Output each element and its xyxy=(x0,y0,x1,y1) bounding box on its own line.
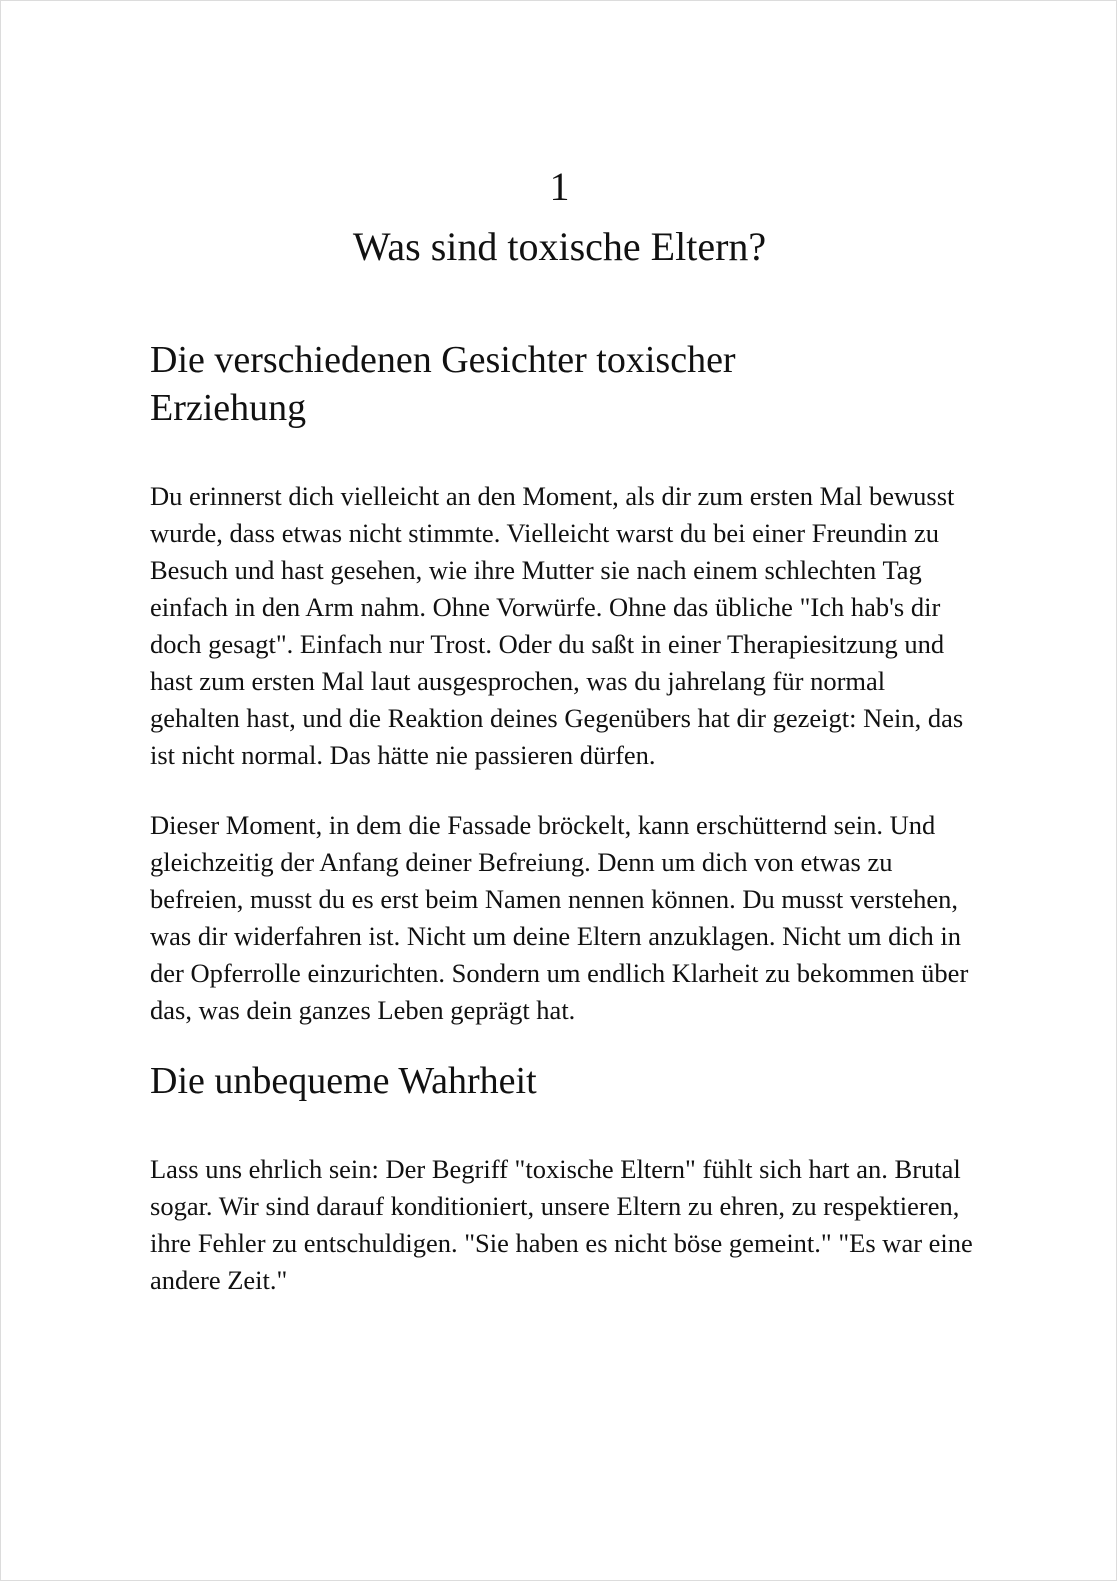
chapter-content xyxy=(150,336,980,1299)
section-heading: Die verschiedenen Gesichter toxischer Erziehung xyxy=(150,339,736,429)
section-heading: Die unbequeme Wahrheit xyxy=(150,1060,537,1102)
paragraph: Lass uns ehrlich sein: Der Begriff "toxische Eltern" fühlt sich hart an. Brutal sogar. Wir sind darauf konditioniert, unsere Eltern zu ehren, zu respektieren, ihre Fehler zu entschuldigen. "Sie haben es nicht böse gemeint." "Es war eine andere Zeit." xyxy=(150,1154,973,1295)
chapter-title: Was sind toxische Eltern? xyxy=(352,224,767,269)
paragraph: Dieser Moment, in dem die Fassade bröckelt, kann erschütternd sein. Und gleichzeitig der Anfang deiner Befreiung. Denn um dich von etwas zu befreien, musst du es erst beim Namen nennen können. Du musst verstehen, was dir widerfahren ist. Nicht um deine Eltern anzuklagen. Nicht um dich in der Opferrolle einzurichten. Sondern um endlich Klarheit zu bekommen über das, was dein ganzes Leben geprägt hat. xyxy=(150,810,969,1025)
document-page xyxy=(1,1,1117,1582)
paragraph: Du erinnerst dich vielleicht an den Moment, als dir zum ersten Mal bewusst wurde, dass etwas nicht stimmte. Vielleicht warst du bei einer Freundin zu Besuch und hast gesehen, wie ihre Mutter sie nach einem schlechten Tag einfach in den Arm nahm. Ohne Vorwürfe. Ohne das übliche "Ich hab's dir doch gesagt". Einfach nur Trost. Oder du saßt in einer Therapiesitzung und hast zum ersten Mal laut ausgesprochen, was du jahrelang für normal gehalten hast, und die Reaktion deines Gegenübers hat dir gezeigt: Nein, das ist nicht normal. Das hätte nie passieren dürfen. xyxy=(150,481,964,770)
chapter-number: 1 xyxy=(549,164,570,209)
